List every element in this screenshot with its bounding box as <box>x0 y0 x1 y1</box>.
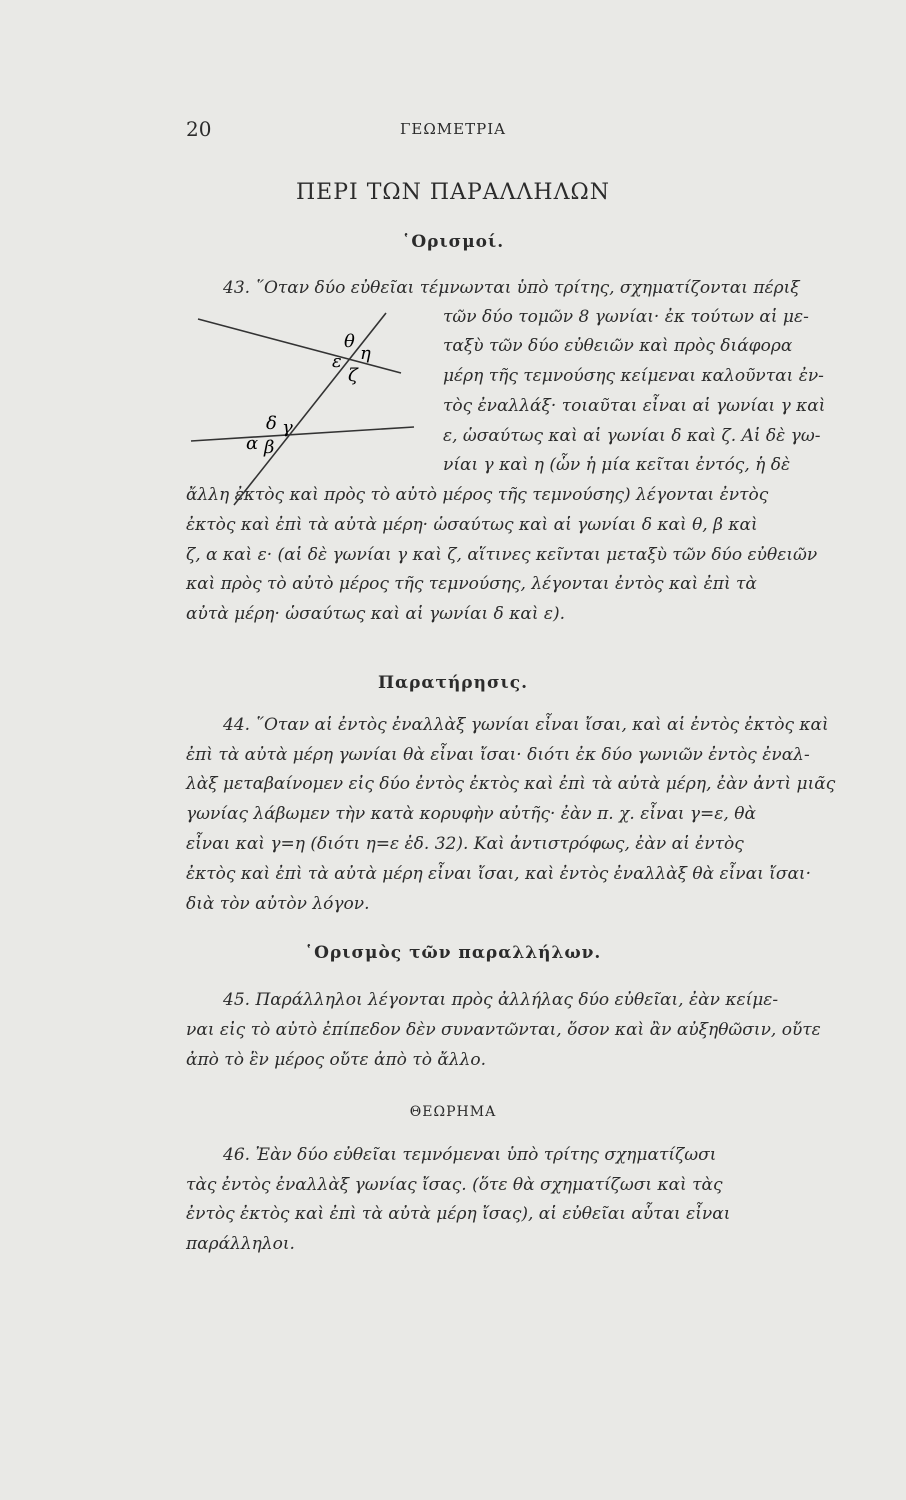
p43-line-7: νίαι γ καὶ η (ὧν ἡ μία κεῖται ἐντός, ἡ δὲ <box>443 455 791 475</box>
p44-line-6: ἐκτὸς καὶ ἐπὶ τὰ αὐτὰ μέρη εἶναι ἴσαι, καὶ ἐντὸς ἐναλλὰξ θὰ εἶναι ἴσαι· <box>186 864 811 884</box>
p45-line-1: 45. Παράλληλοι λέγονται πρὸς ἀλλήλας δύο εὐθεῖαι, ἐὰν κείμε- <box>223 990 779 1010</box>
p43-line-6: ε, ὡσαύτως καὶ αἱ γωνίαι δ καὶ ζ. Αἱ δὲ γω- <box>443 426 821 446</box>
label-gamma: γ <box>282 417 293 438</box>
p46-line-3: ἐντὸς ἐκτὸς καὶ ἐπὶ τὰ αὐτὰ μέρη ἴσας), αἱ εὐθεῖαι αὗται εἶναι <box>186 1204 731 1224</box>
p43-line-2: τῶν δύο τομῶν 8 γωνίαι· ἐκ τούτων αἱ με- <box>443 307 809 327</box>
p44-line-4: γωνίας λάβωμεν τὴν κατὰ κορυφὴν αὐτῆς· ἐὰν π. χ. εἶναι γ=ε, θὰ <box>186 804 756 824</box>
p43-line-1: 43. ῞Οταν δύο εὐθεῖαι τέμνωνται ὑπὸ τρίτης, σχηματίζονται πέριξ <box>223 278 800 298</box>
p45-line-3: ἀπὸ τὸ ἓν μέρος οὔτε ἀπὸ τὸ ἄλλο. <box>186 1050 487 1070</box>
p45-line-2: ναι εἰς τὸ αὐτὸ ἐπίπεδον δὲν συναντῶνται, ὅσον καὶ ἂν αὐξηθῶσιν, οὔτε <box>186 1020 821 1040</box>
label-delta: δ <box>266 413 277 434</box>
label-zeta: ζ <box>348 365 358 386</box>
p43-line-9: ἐκτὸς καὶ ἐπὶ τὰ αὐτὰ μέρη· ὡσαύτως καὶ αἱ γωνίαι δ καὶ θ, β καὶ <box>186 515 758 535</box>
p46-line-4: παράλληλοι. <box>186 1234 295 1254</box>
label-eta: η <box>360 343 371 364</box>
p43-line-4: μέρη τῆς τεμνούσης κείμεναι καλοῦνται ἐν- <box>443 366 824 386</box>
label-alpha: α <box>246 433 259 454</box>
running-title: ΓΕΩΜΕΤΡΙΑ <box>400 120 506 138</box>
section-subtitle: ῾Ορισμοί. <box>401 232 505 252</box>
section-title: ΠΕΡΙ ΤΩΝ ΠΑΡΑΛΛΗΛΩΝ <box>296 180 610 205</box>
p44-line-5: εἶναι καὶ γ=η (διότι η=ε ἐδ. 32). Καὶ ἀντιστρόφως, ἐὰν αἱ ἐντὸς <box>186 834 744 854</box>
lower-line <box>191 427 414 441</box>
p46-line-1: 46. Ἐὰν δύο εὐθεῖαι τεμνόμεναι ὑπὸ τρίτης σχηματίζωσι <box>223 1145 717 1165</box>
p43-line-10: ζ, α καὶ ε· (αἱ δὲ γωνίαι γ καὶ ζ, αἵτινες κεῖνται μεταξὺ τῶν δύο εὐθειῶν <box>186 545 818 565</box>
label-epsilon: ε <box>332 351 342 372</box>
definition-title: ῾Ορισμὸς τῶν παραλλήλων. <box>304 943 602 963</box>
p43-line-3: ταξὺ τῶν δύο εὐθειῶν καὶ πρὸς διάφορα <box>443 336 793 356</box>
theorem-title: ΘΕΩΡΗΜΑ <box>409 1104 497 1120</box>
p44-line-3: λὰξ μεταβαίνομεν εἰς δύο ἐντὸς ἐκτὸς καὶ ἐπὶ τὰ αὐτὰ μέρη, ἐὰν ἀντὶ μιᾶς <box>186 774 836 794</box>
p46-line-2: τὰς ἐντὸς ἐναλλὰξ γωνίας ἴσας. (ὅτε θὰ σχηματίζωσι καὶ τὰς <box>186 1175 723 1195</box>
p43-line-12: αὐτὰ μέρη· ὡσαύτως καὶ αἱ γωνίαι δ καὶ ε). <box>186 604 566 624</box>
p43-line-5: τὸς ἐναλλάξ· τοιαῦται εἶναι αἱ γωνίαι γ καὶ <box>443 396 826 416</box>
p44-line-1: 44. ῞Οταν αἱ ἐντὸς ἐναλλὰξ γωνίαι εἶναι ἴσαι, καὶ αἱ ἐντὸς ἐκτὸς καὶ <box>223 715 829 735</box>
label-theta: θ <box>344 331 355 352</box>
p44-line-2: ἐπὶ τὰ αὐτὰ μέρη γωνίαι θὰ εἶναι ἴσαι· διότι ἐκ δύο γωνιῶν ἐντὸς ἐναλ- <box>186 745 810 765</box>
label-beta: β <box>264 437 275 458</box>
page-number: 20 <box>186 117 212 141</box>
p43-line-11: καὶ πρὸς τὸ αὐτὸ μέρος τῆς τεμνούσης, λέγονται ἐντὸς καὶ ἐπὶ τὰ <box>186 574 757 594</box>
p44-line-7: διὰ τὸν αὐτὸν λόγον. <box>186 894 370 914</box>
transversal-line <box>234 313 386 505</box>
p43-line-8: ἄλλη ἐκτὸς καὶ πρὸς τὸ αὐτὸ μέρος τῆς τεμνούσης) λέγονται ἐντὸς <box>186 485 769 505</box>
remarks-title: Παρατήρησις. <box>377 673 529 693</box>
